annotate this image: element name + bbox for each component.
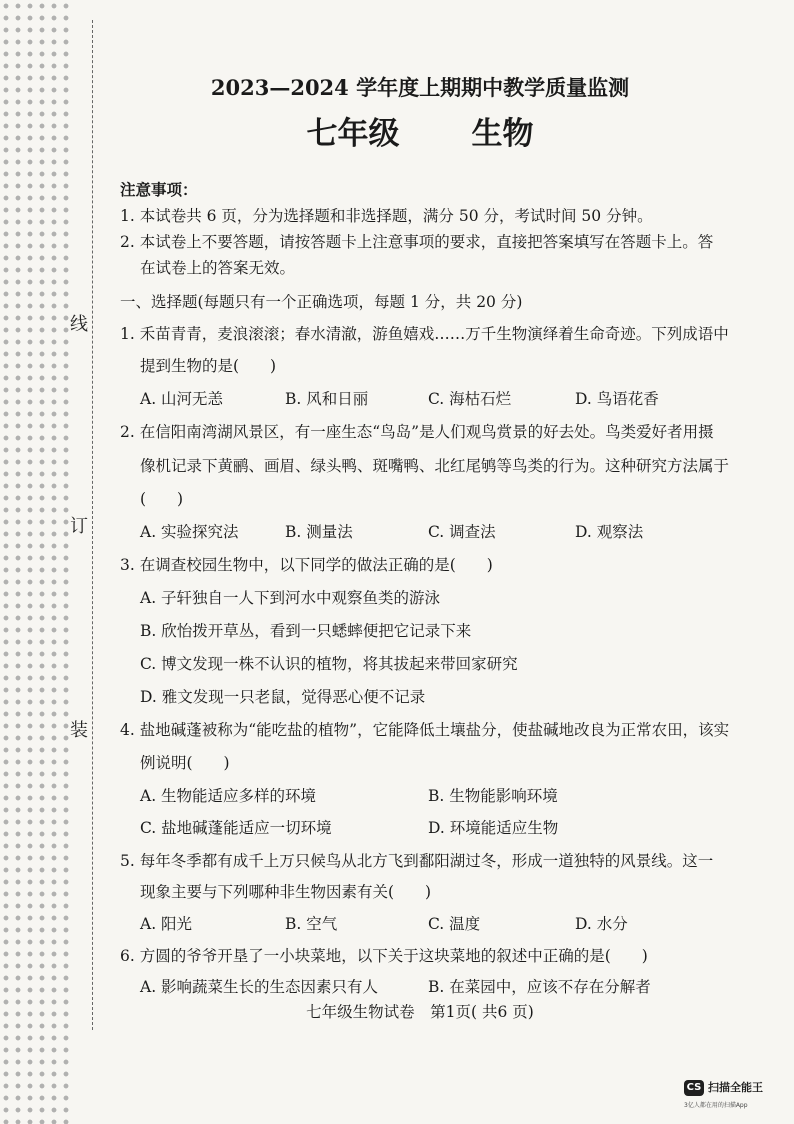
q3-option-b: B. 欣怡拨开草丛，看到一只蟋蟀便把它记录下来 [140,622,472,640]
q5-option-b: B. 空气 [285,915,338,933]
q2-stem: 2. 在信阳南湾湖风景区，有一座生态“鸟岛”是人们观鸟赏景的好去处。鸟类爱好者用摄 [120,423,714,441]
exam-title: 2023—2024 学年度上期期中教学质量监测 [210,75,630,100]
notice-item-1: 1. 本试卷共 6 页，分为选择题和非选择题，满分 50 分，考试时间 50 分钟。 [120,207,653,225]
q2-stem-cont: 像机记录下黄鹂、画眉、绿头鸭、斑嘴鸭、北红尾鸲等鸟类的行为。这种研究方法属于 [140,457,730,475]
binding-label-line: 线 [70,314,88,335]
q2-option-d: D. 观察法 [575,523,644,541]
scanner-tagline: 3亿人都在用的扫描App [684,1102,748,1109]
perforation-dots [0,0,70,1124]
binding-label-install: 装 [70,720,88,741]
q5-option-d: D. 水分 [575,915,628,933]
grade-label: 七年级 [306,116,400,152]
notice-item-2-cont: 在试卷上的答案无效。 [140,259,296,277]
subject-label: 生物 [471,116,534,152]
q1-option-b: B. 风和日丽 [285,390,369,408]
q4-option-c: C. 盐地碱蓬能适应一切环境 [140,819,332,837]
q1-stem: 1. 禾苗青青，麦浪滚滚；春水清澈，游鱼嬉戏……万千生物演绎着生命奇迹。下列成语中 [120,325,729,343]
notice-item-2: 2. 本试卷上不要答题，请按答题卡上注意事项的要求，直接把答案填写在答题卡上。答 [120,233,714,251]
q4-option-d: D. 环境能适应生物 [428,819,559,837]
q1-option-a: A. 山河无恙 [140,390,224,408]
binding-label-bind: 订 [70,516,88,537]
q6-option-b: B. 在菜园中，应该不存在分解者 [428,978,651,996]
q5-option-c: C. 温度 [428,915,481,933]
q3-option-c: C. 博文发现一株不认识的植物，将其拔起来带回家研究 [140,655,518,673]
q4-stem-cont: 例说明( ) [140,754,230,772]
q1-option-c: C. 海枯石烂 [428,390,512,408]
q3-option-a: A. 子轩独自一人下到河水中观察鱼类的游泳 [140,589,441,607]
q2-option-a: A. 实验探究法 [140,523,239,541]
q6-option-a: A. 影响蔬菜生长的生态因素只有人 [140,978,379,996]
scanner-watermark [684,1076,792,1116]
binding-dashed-line [92,20,94,1030]
notice-heading: 注意事项： [120,180,198,199]
section-1-heading: 一、选择题(每题只有一个正确选项，每题 1 分，共 20 分) [120,293,523,311]
q5-stem: 5. 每年冬季都有成千上万只候鸟从北方飞到鄱阳湖过冬，形成一道独特的风景线。这一 [120,852,714,870]
q2-stem-blank: ( ) [140,490,184,508]
q3-stem: 3. 在调查校园生物中，以下同学的做法正确的是( ) [120,556,493,574]
q6-stem: 6. 方圆的爷爷开垦了一小块菜地，以下关于这块菜地的叙述中正确的是( ) [120,947,648,965]
q4-option-a: A. 生物能适应多样的环境 [140,787,317,805]
q5-option-a: A. 阳光 [140,915,193,933]
q3-option-d: D. 雅文发现一只老鼠，觉得恶心便不记录 [140,688,426,706]
camscanner-logo-icon: CS [684,1080,704,1096]
scanner-name: 扫描全能王 [708,1081,763,1094]
grade-subject-heading [120,108,720,153]
q4-option-b: B. 生物能影响环境 [428,787,558,805]
q2-option-c: C. 调查法 [428,523,496,541]
q4-stem: 4. 盐地碱蓬被称为“能吃盐的植物”，它能降低土壤盐分，使盐碱地改良为正常农田，该实 [120,721,730,739]
q1-option-d: D. 鸟语花香 [575,390,659,408]
page-footer: 七年级生物试卷 第1页( 共6 页) [306,1003,534,1021]
q1-stem-cont: 提到生物的是( ) [140,357,277,375]
q2-option-b: B. 测量法 [285,523,353,541]
q5-stem-cont: 现象主要与下列哪种非生物因素有关( ) [140,883,432,901]
